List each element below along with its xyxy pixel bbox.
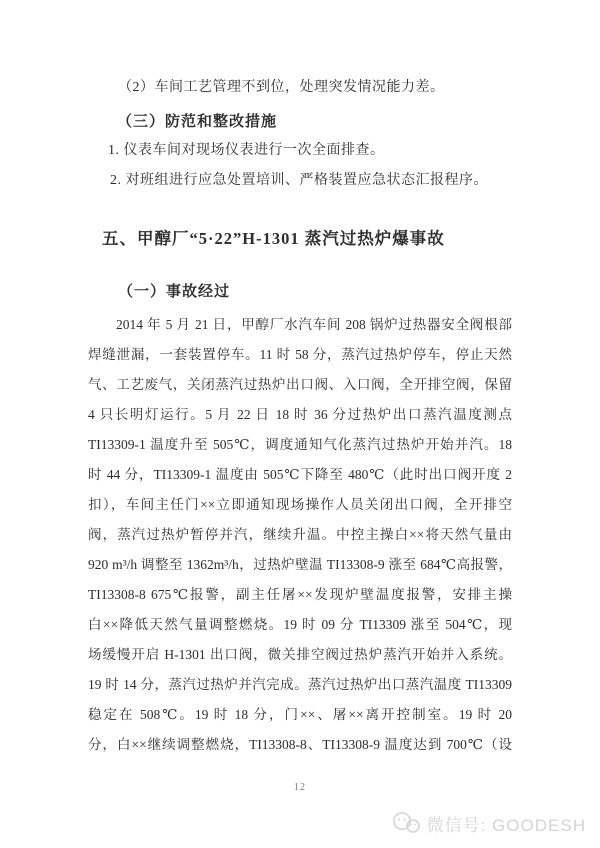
subheading-accident-course: （一）事故经过 xyxy=(118,284,231,300)
body-line: 焊缝泄漏，一套装置停车。11 时 58 分，蒸汽过热炉停车，停止天然 xyxy=(88,347,512,362)
body-line: TI13309-1 温度升至 505℃，调度通知气化蒸汽过热炉开始并汽。18 xyxy=(88,437,512,452)
body-line: 场缓慢开启 H-1301 出口阀，微关排空阀过热炉蒸汽开始并入系统。 xyxy=(88,647,512,662)
body-line: 气、工艺废气，关闭蒸汽过热炉出口阀、入口阀，全开排空阀，保留 xyxy=(88,377,512,392)
body-line: 阀，蒸汽过热炉暂停并汽，继续升温。中控主操白××将天然气量由 xyxy=(88,527,512,542)
list-item-2: 2. 对班组进行应急处置培训、严格装置应急状态汇报程序。 xyxy=(110,173,488,188)
section-heading-accident-5: 五、甲醇厂“5·22”H-1301 蒸汽过热炉爆事故 xyxy=(102,229,445,248)
body-line: 2014 年 5 月 21 日，甲醇厂水汽车间 208 锅炉过热器安全阀根部 xyxy=(116,317,512,332)
body-line: 时 44 分，TI13309-1 温度由 505℃下降至 480℃（此时出口阀开度 2 xyxy=(88,467,512,482)
paragraph-cause-2: （2）车间工艺管理不到位，处理突发情况能力差。 xyxy=(118,80,445,95)
body-line: 稳定在 508℃。19 时 18 分，门××、屠××离开控制室。19 时 20 xyxy=(88,707,512,722)
body-line: 扣），车间主任门××立即通知现场操作人员关闭出口阀，全开排空 xyxy=(88,497,512,512)
list-item-1: 1. 仪表车间对现场仪表进行一次全面排查。 xyxy=(108,143,385,158)
heading-prevention-measures: （三）防范和整改措施 xyxy=(117,114,278,130)
watermark-label: 微信号: GOODESH xyxy=(426,815,586,835)
body-line: TI13308-8 675℃报警，副主任屠××发现炉壁温度报警，安排主操 xyxy=(88,587,512,602)
wechat-watermark xyxy=(391,810,586,836)
body-line: 4 只长明灯运行。5 月 22 日 18 时 36 分过热炉出口蒸汽温度测点 xyxy=(88,407,512,422)
wechat-icon xyxy=(391,810,421,836)
body-line: 19 时 14 分，蒸汽过热炉并汽完成。蒸汽过热炉出口蒸汽温度 TI13309 xyxy=(88,677,512,692)
page-number: 12 xyxy=(294,782,306,793)
body-line: 920 m³/h 调整至 1362m³/h，过热炉壁温 TI13308-9 涨至 684℃高报警， xyxy=(88,557,512,572)
body-line: 白××降低天然气量调整燃烧。19 时 09 分 TI13309 涨至 504℃，现 xyxy=(88,617,512,632)
body-line: 分，白××继续调整燃烧，TI13308-8、TI13308-9 温度达到 700℃（设 xyxy=(88,737,512,752)
accident-course-paragraph xyxy=(88,310,512,760)
